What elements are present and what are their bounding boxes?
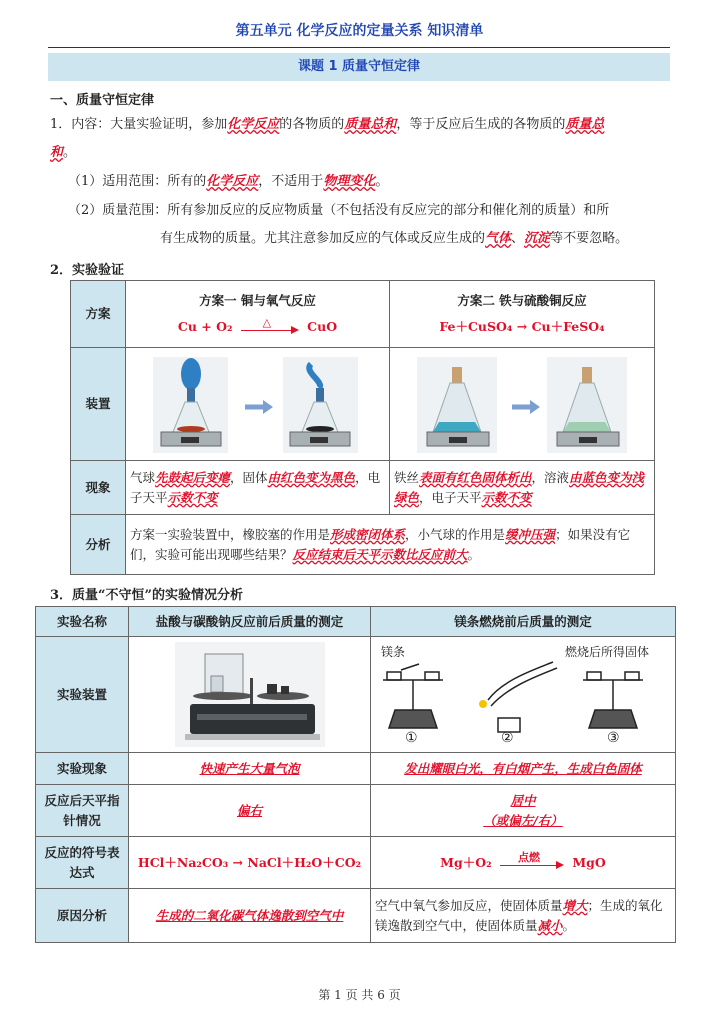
section3-heading: 3．质量“不守恒”的实验情况分析 bbox=[50, 588, 244, 603]
plan1-title: 方案一 铜与氧气反应 bbox=[199, 293, 316, 308]
label-burnt-solid: 燃烧后所得固体 bbox=[565, 644, 650, 659]
lesson-banner: 课题 1 质量守恒定律 bbox=[48, 53, 670, 81]
row-label-plan: 方案 bbox=[71, 281, 126, 348]
exp1-reason: 生成的二氧化碳气体逸散到空气中 bbox=[129, 889, 371, 943]
col-header-experiment: 实验名称 bbox=[36, 607, 129, 637]
plan2-phenomenon: 铁丝表面有红色固体析出，溶液由蓝色变为浅绿色，电子天平示数不变 bbox=[390, 461, 655, 515]
section2-heading: 2．实验验证 bbox=[50, 263, 125, 278]
exp2-setup bbox=[371, 637, 676, 753]
verification-table bbox=[70, 280, 655, 575]
plan2-apparatus bbox=[390, 348, 655, 461]
exp1-equation: HCl＋Na₂CO₃ → NaCl＋H₂O＋CO₂ bbox=[129, 837, 371, 889]
row-label-setup: 实验装置 bbox=[36, 637, 129, 753]
exp2-phenomenon: 发出耀眼白光，有白烟产生，生成白色固体 bbox=[371, 753, 676, 785]
label-magnesium-strip: 镁条 bbox=[381, 644, 406, 659]
magnesium-setup-figure bbox=[373, 640, 671, 750]
plan2-title: 方案二 铁与硫酸铜反应 bbox=[457, 293, 587, 308]
row-label-apparatus: 装置 bbox=[71, 348, 126, 461]
flask-on-balance-icon bbox=[397, 352, 647, 457]
plan1-phenomenon: 气球先鼓起后变瘪，固体由红色变为黑色，电子天平示数不变 bbox=[126, 461, 390, 515]
row-label-phenomenon: 实验现象 bbox=[36, 753, 129, 785]
exp2-pointer: 居中 （或偏左/右） bbox=[371, 785, 676, 837]
exp2-equation: Mg＋O₂ 点燃 MgO bbox=[371, 837, 676, 889]
scope-2-line2: 有生成物的质量。尤其注意参加反应的气体或反应生成的气体、沉淀等不要忽略。 bbox=[160, 231, 629, 246]
plan2-equation: Fe＋CuSO₄ → Cu＋FeSO₄ bbox=[439, 319, 605, 334]
page-title: 第五单元 化学反应的定量关系 知识清单 bbox=[235, 23, 484, 39]
section1-heading: 一、质量守恒定律 bbox=[50, 93, 155, 108]
step-2: ② bbox=[501, 729, 514, 746]
row-label-reason: 原因分析 bbox=[36, 889, 129, 943]
row-label-pointer: 反应后天平指针情况 bbox=[36, 785, 129, 837]
row-label-analysis: 分析 bbox=[71, 515, 126, 575]
plan1-cell bbox=[126, 281, 390, 348]
balloon-flask-on-balance-icon bbox=[133, 352, 383, 457]
page-footer: 第 1 页 共 6 页 bbox=[318, 988, 401, 1002]
beaker-on-balance-icon bbox=[175, 642, 325, 747]
plan1-equation: Cu + O₂ △ CuO bbox=[177, 315, 338, 334]
tongs-burning-magnesium-icon bbox=[373, 640, 671, 750]
exp1-setup bbox=[129, 637, 371, 753]
title-divider bbox=[48, 47, 670, 48]
row-label-equation: 反应的符号表达式 bbox=[36, 837, 129, 889]
exp2-name: 镁条燃烧前后质量的测定 bbox=[371, 607, 676, 637]
step-3: ③ bbox=[607, 729, 620, 746]
exp1-pointer: 偏右 bbox=[129, 785, 371, 837]
exp2-reason: 空气中氧气参加反应，使固体质量增大；生成的氧化镁逸散到空气中，使固体质量减小。 bbox=[371, 889, 676, 943]
plan2-cell bbox=[390, 281, 655, 348]
step-1: ① bbox=[405, 729, 418, 746]
scope-1: （1）适用范围：所有的化学反应，不适用于物理变化。 bbox=[68, 174, 389, 189]
row-label-phenomenon: 现象 bbox=[71, 461, 126, 515]
scope-2-line1: （2）质量范围：所有参加反应的反应物质量（不包括没有反应完的部分和催化剂的质量）和所 bbox=[68, 203, 610, 218]
exp1-name: 盐酸与碳酸钠反应前后质量的测定 bbox=[129, 607, 371, 637]
law-content-cont: 和。 bbox=[50, 145, 77, 160]
analysis-cell: 方案一实验装置中，橡胶塞的作用是形成密闭体系，小气球的作用是缓冲压强；如果没有它们，实验可能出现哪些结果？反应结束后天平示数比反应前大。 bbox=[126, 515, 655, 575]
non-conservation-table bbox=[35, 606, 676, 943]
law-content: 1．内容：大量实验证明，参加化学反应的各物质的质量总和，等于反应后生成的各物质的质量总 bbox=[50, 117, 605, 132]
plan1-apparatus bbox=[126, 348, 390, 461]
exp1-phenomenon: 快速产生大量气泡 bbox=[129, 753, 371, 785]
